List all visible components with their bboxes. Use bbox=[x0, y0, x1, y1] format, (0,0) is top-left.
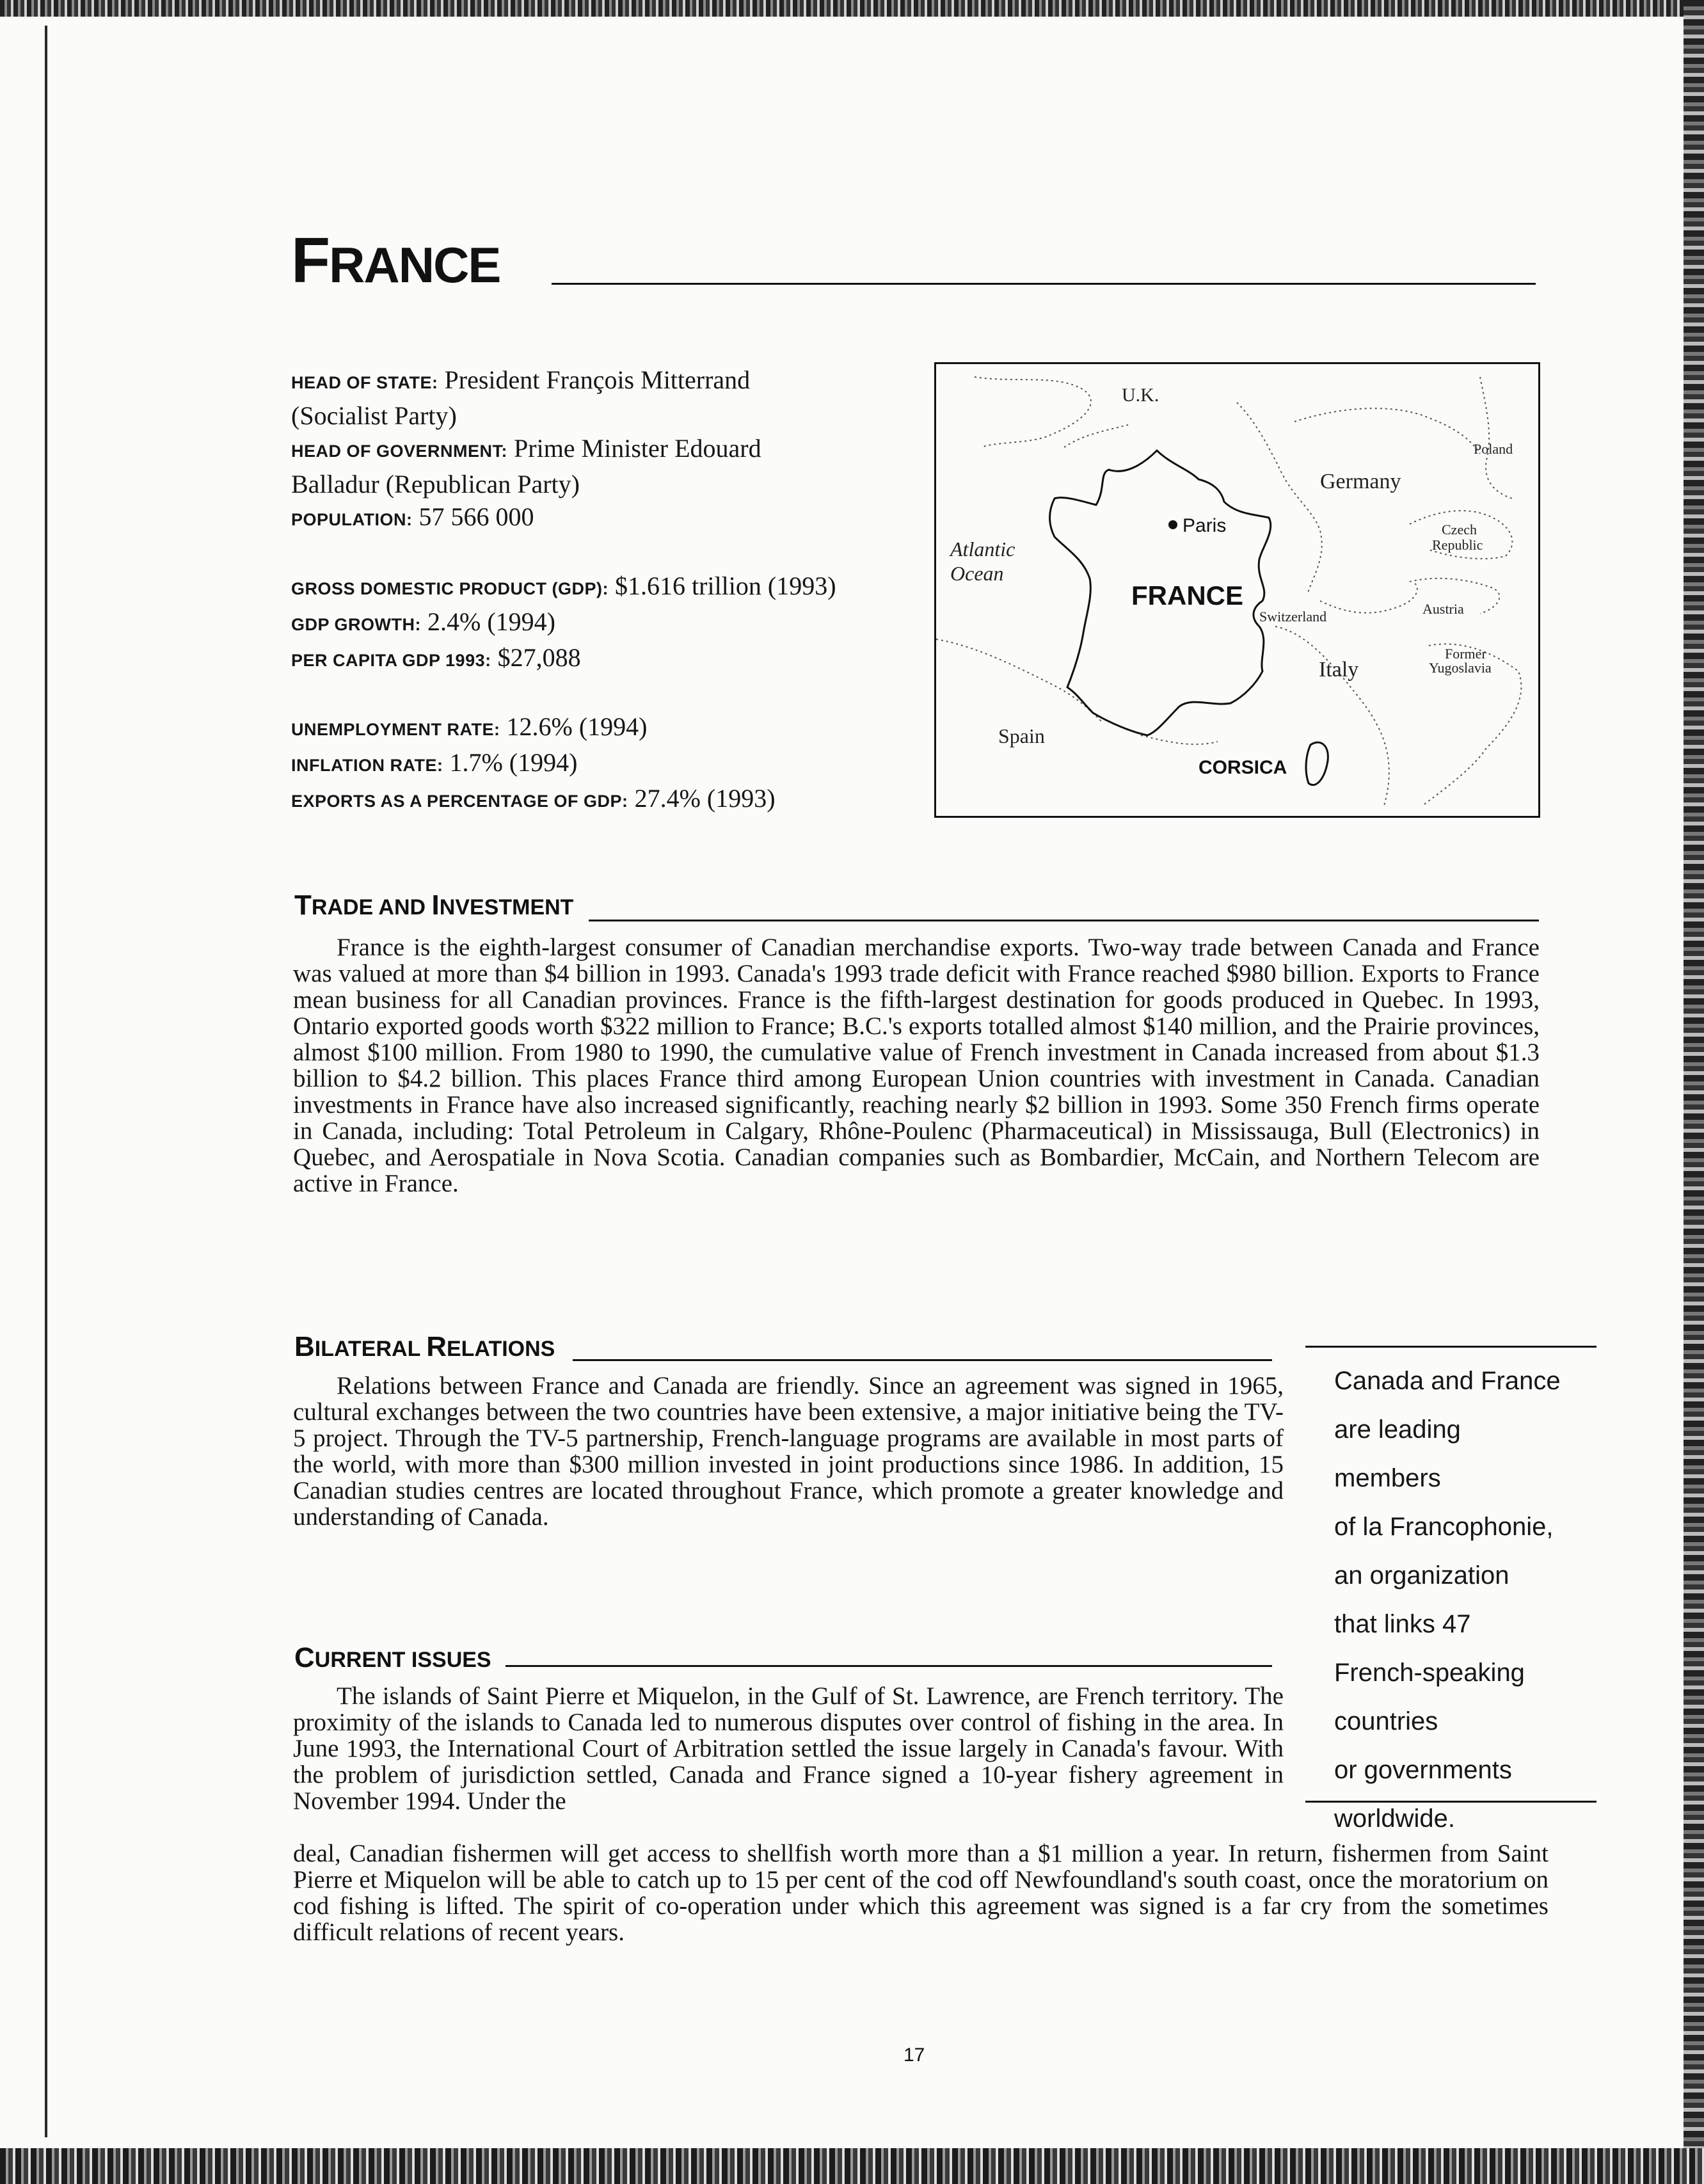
page-number: 17 bbox=[904, 2045, 925, 2066]
body-bilateral-relations: Relations between France and Canada are friendly. Since an agreement was signed in 1965, cultural exchanges between the two countries have been extensive, a major initiative being the TV-5 project. Through the TV-5 partnership, French-language programs are available in most parts of the world, with more than $300 million invested in joint productions since 1986. In addition, 15 Canadian studies centres are located throughout France, which promote a greater knowledge and understanding of Canada. bbox=[293, 1372, 1284, 1531]
page-title-text: FRANCE bbox=[291, 225, 500, 296]
heading-bilateral-relations: BILATERAL RELATIONS bbox=[294, 1331, 555, 1362]
fact-exports-percentage: EXPORTS AS A PERCENTAGE OF GDP: 27.4% (1993) bbox=[291, 784, 776, 813]
body-current-issues-part2: deal, Canadian fishermen will get access to shellfish worth more than a $1 million a year. In return, fishermen from Saint Pierre et Miquelon will be able to catch up to 15 per cent of the cod off Newfoundland's south coast, once the moratorium on cod fishing is lifted. The spirit of co-operation under which this agreement was signed is a far cry from the sometimes difficult relations of recent years. bbox=[293, 1840, 1549, 1946]
sidebar-rule-top bbox=[1305, 1346, 1597, 1348]
map-label-atlantic: Atlantic bbox=[950, 538, 1015, 561]
fact-per-capita-gdp: PER CAPITA GDP 1993: $27,088 bbox=[291, 643, 581, 672]
map-label-switzerland: Switzerland bbox=[1259, 609, 1327, 625]
fact-sheet bbox=[291, 363, 937, 818]
map-label-ocean: Ocean bbox=[950, 562, 1004, 585]
map-label-austria: Austria bbox=[1422, 601, 1464, 617]
scan-border-right bbox=[1684, 0, 1704, 2184]
border-germany-west bbox=[1237, 403, 1322, 594]
map-label-czech: Czech bbox=[1442, 522, 1477, 538]
corsica-outline bbox=[1306, 742, 1328, 785]
border-channel bbox=[1064, 425, 1128, 447]
border-germany-north bbox=[1294, 408, 1480, 454]
map-label-yugoslavia: Yugoslavia bbox=[1429, 660, 1492, 676]
border-poland bbox=[1480, 377, 1512, 498]
france-map bbox=[934, 362, 1540, 818]
map-label-italy: Italy bbox=[1319, 658, 1359, 682]
map-label-paris: Paris bbox=[1182, 515, 1227, 536]
fact-inflation: INFLATION RATE: 1.7% (1994) bbox=[291, 748, 578, 777]
title-rule bbox=[552, 283, 1536, 285]
sidebar-callout bbox=[1334, 1357, 1565, 1843]
border-uk bbox=[975, 377, 1091, 447]
sidebar-line: countries bbox=[1334, 1707, 1438, 1735]
sidebar-line: or governments bbox=[1334, 1756, 1512, 1784]
body-current-issues-part1: The islands of Saint Pierre et Miquelon, in the Gulf of St. Lawrence, are French territory. The proximity of the islands to Canada led to numerous disputes over control of fishing in the area. In June 1993, the International Court of Arbitration settled the issue largely in Canada's favour. With the problem of jurisdiction settled, Canada and France signed a 10-year fishery agreement in November 1994. Under the bbox=[293, 1682, 1284, 1815]
scan-border-top bbox=[0, 0, 1704, 17]
fact-unemployment: UNEMPLOYMENT RATE: 12.6% (1994) bbox=[291, 712, 648, 741]
fact-gdp: GROSS DOMESTIC PRODUCT (GDP): $1.616 trillion (1993) bbox=[291, 571, 836, 600]
fact-head-of-state-party: (Socialist Party) bbox=[291, 401, 457, 430]
heading-trade-investment: TRADE AND INVESTMENT bbox=[294, 889, 574, 921]
map-label-germany: Germany bbox=[1320, 470, 1401, 493]
map-label-former: Former bbox=[1445, 646, 1486, 662]
scan-border-bottom bbox=[0, 2148, 1704, 2184]
map-drawing bbox=[936, 364, 1538, 816]
border-switzerland bbox=[1320, 582, 1417, 613]
fact-head-of-government: HEAD OF GOVERNMENT: Prime Minister Edouard bbox=[291, 434, 761, 463]
fact-gdp-growth: GDP GROWTH: 2.4% (1994) bbox=[291, 607, 555, 636]
rule-trade-investment bbox=[589, 920, 1539, 921]
rule-current-issues bbox=[506, 1665, 1272, 1667]
fact-head-of-government-party: Balladur (Republican Party) bbox=[291, 470, 580, 498]
map-label-uk: U.K. bbox=[1122, 385, 1159, 406]
sidebar-line: of la Francophonie, bbox=[1334, 1513, 1554, 1541]
border-italy bbox=[1275, 626, 1389, 806]
rule-bilateral-relations bbox=[573, 1359, 1272, 1361]
map-label-corsica: CORSICA bbox=[1198, 757, 1287, 778]
map-label-republic: Republic bbox=[1432, 537, 1483, 553]
binding-edge-line bbox=[45, 26, 47, 2137]
sidebar-line: French-speaking bbox=[1334, 1659, 1525, 1687]
fact-population: POPULATION: 57 566 000 bbox=[291, 502, 534, 531]
border-spain-north bbox=[936, 639, 1103, 722]
sidebar-line: Canada and France bbox=[1334, 1367, 1561, 1395]
body-trade-investment: France is the eighth-largest consumer of Canadian merchandise exports. Two-way trade between Canada and France was valued at more than $4 billion in 1993. Canada's 1993 trade deficit with France reached $980 billion. Exports to France mean business for all Canadian provinces. France is the fifth-largest destination for goods produced in Quebec. In 1993, Ontario exported goods worth $322 million to France; B.C.'s exports totalled almost $140 million, and the Prairie provinces, almost $100 million. From 1980 to 1990, the cumulative value of French investment in Canada increased from about $1.3 billion to $4.2 billion. This places France third among European Union countries with investment in Canada. Canadian investments in France have also increased significantly, reaching nearly $2 billion in 1993. Some 350 French firms operate in Canada, including: Total Petroleum in Calgary, Rhône-Poulenc (Pharmaceutical) in Mississauga, Bull (Electronics) in Quebec, and Aerospatiale in Nova Scotia. Canadian companies such as Bombardier, McCain, and Northern Telecom are active in France. bbox=[293, 934, 1540, 1197]
heading-current-issues: CURRENT ISSUES bbox=[294, 1642, 491, 1673]
map-label-poland: Poland bbox=[1474, 441, 1513, 457]
fact-head-of-state: HEAD OF STATE: President François Mitterrand bbox=[291, 365, 751, 394]
sidebar-rule-bottom bbox=[1305, 1801, 1597, 1803]
border-spain-east bbox=[1141, 735, 1218, 744]
sidebar-line: worldwide. bbox=[1334, 1805, 1455, 1833]
paris-marker bbox=[1168, 520, 1177, 529]
sidebar-line: are leading members bbox=[1334, 1415, 1461, 1492]
map-label-spain: Spain bbox=[998, 724, 1045, 747]
map-label-france: FRANCE bbox=[1131, 580, 1243, 610]
sidebar-line: that links 47 bbox=[1334, 1610, 1471, 1638]
sidebar-line: an organization bbox=[1334, 1561, 1509, 1590]
page-title bbox=[291, 224, 500, 298]
